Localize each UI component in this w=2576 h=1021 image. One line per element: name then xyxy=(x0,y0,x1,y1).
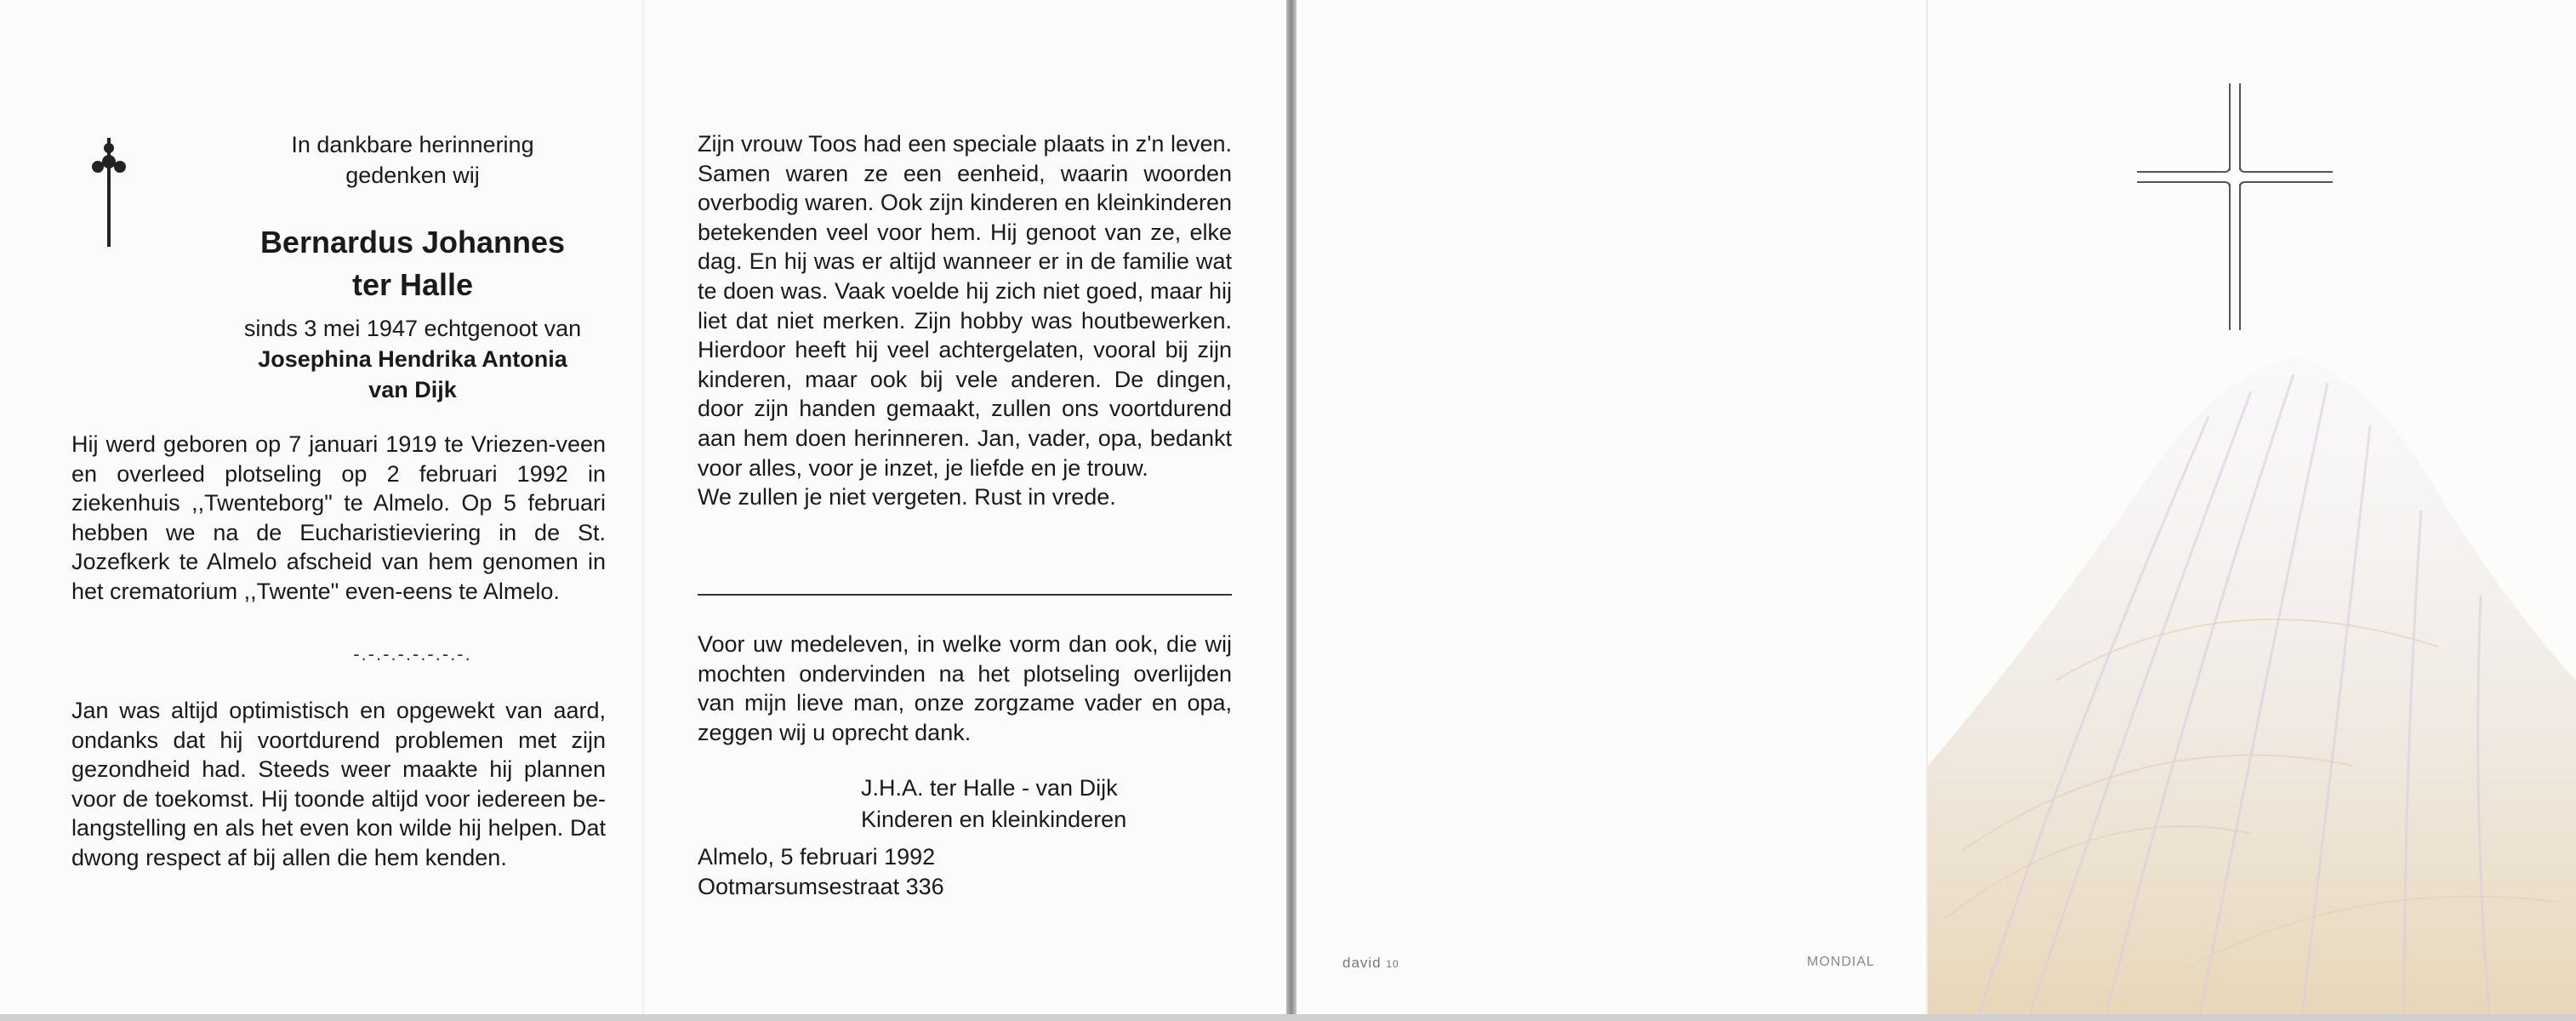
card-separator xyxy=(1286,0,1297,1021)
printer-name: david xyxy=(1342,955,1382,971)
cross-small-icon xyxy=(83,136,134,247)
signer-2: Kinderen en kleinkinderen xyxy=(861,807,1127,832)
printer-mark xyxy=(1342,955,1399,972)
spouse-line1: Josephina Hendrika Antonia xyxy=(258,346,567,372)
card-inside xyxy=(0,0,1286,1014)
cross-large-icon xyxy=(2137,83,2333,330)
spouse-line2: van Dijk xyxy=(368,377,457,402)
character-paragraph: Jan was altijd optimistisch en opgewekt van aard, ondanks dat hij voortdurend problemen met zijn gezondheid had. Steeds weer maakte hij plannen voor de toekomst. Hij toonde altijd voor iedereen be-langstelling en als het even kon wilde hij helpen. Dat dwong respect af bij allen die hem kenden. xyxy=(71,698,606,870)
wheat-illustration xyxy=(1928,323,2576,1014)
name-line1: Bernardus Johannes xyxy=(259,225,566,260)
place-date: Almelo, 5 februari 1992 xyxy=(698,844,936,870)
intro-text xyxy=(170,129,655,191)
intro-line2: gedenken wij xyxy=(345,163,480,188)
spouse-name xyxy=(170,344,655,405)
closing-line: We zullen je niet vergeten. Rust in vrede. xyxy=(698,484,1116,510)
family-text: Zijn vrouw Toos had een speciale plaats in z'n leven. Samen waren ze een eenheid, waarin woorden overbodig waren. Ook zijn kinderen en kleinkinderen betekenden veel voor hem. Hij genoot van ze, elke dag. En hij was er altijd wanneer er in de familie wat te doen was. Vaak voelde hij zich niet goed, maar hij liet dat niet merken. Zijn hobby was houtbewerken. Hierdoor heeft hij veel achtergelaten, vooral bij zijn kinderen, maar ook bij vele anderen. De dingen, door zijn handen gemaakt, zullen ons voortdurend aan hem doen herinneren. Jan, vader, opa, bedankt voor alles, voor je inzet, je liefde en je trouw. xyxy=(698,131,1232,481)
card-outside xyxy=(1297,0,2576,1014)
address: Ootmarsumsestraat 336 xyxy=(698,874,944,899)
name-line2: ter Halle xyxy=(351,267,474,302)
section-divider: -.-.-.-.-.-.-.-. xyxy=(353,643,472,665)
scan-edge xyxy=(0,1014,2576,1021)
printer-number: 10 xyxy=(1386,958,1399,970)
deceased-name xyxy=(170,221,655,306)
brand-mark: MONDIAL xyxy=(1807,955,1875,969)
horizontal-rule xyxy=(698,594,1232,596)
signatories xyxy=(861,773,1252,836)
family-paragraph xyxy=(698,129,1232,512)
marriage-line: sinds 3 mei 1947 echtgenoot van xyxy=(243,316,582,341)
intro-line1: In dankbare herinnering xyxy=(291,132,534,157)
signer-1: J.H.A. ter Halle - van Dijk xyxy=(861,775,1118,801)
thanks-paragraph: Voor uw medeleven, in welke vorm dan ook, die wij mochten ondervinden na het plotseling overlijden van mijn lieve man, onze zorgzame vader en opa, zeggen wij u oprecht dank. xyxy=(698,631,1232,745)
biography-paragraph: Hij werd geboren op 7 januari 1919 te Vriezen-veen en overleed plotseling op 2 februari 1992 in ziekenhuis ,,Twenteborg" te Almelo. Op 5 februari hebben we na de Eucharistieviering in de St. Jozefkerk te Almelo afscheid van hem genomen in het crematorium ,,Twente" even-eens te Almelo. xyxy=(71,431,606,604)
place-date-address xyxy=(698,842,1232,902)
